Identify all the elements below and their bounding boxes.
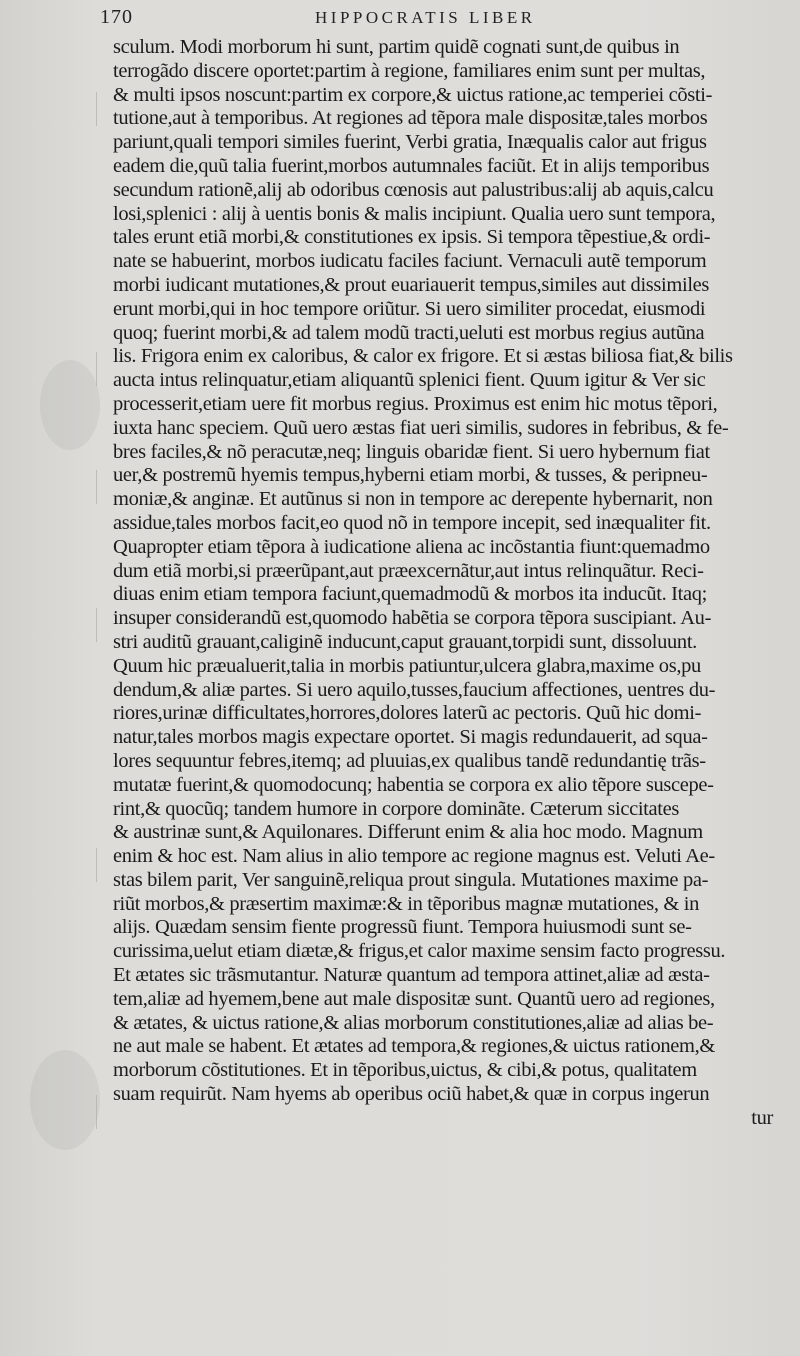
margin-mark: [96, 608, 103, 642]
text-line: insuper considerandũ est,quomodo habẽtia se corpora tẽpora suscipiant. Au-: [113, 607, 712, 630]
text-line: curissima,uelut etiam diætæ,& frigus,et calor maxime sensim facto progressu.: [113, 940, 726, 963]
text-line: enim & hoc est. Nam alius in alio tempore ac regione magnus est. Veluti Ae-: [113, 845, 715, 868]
text-line: stri auditũ grauant,caliginẽ inducunt,caput grauant,torpidi sunt, dissoluunt.: [113, 630, 697, 653]
text-line: stas bilem parit, Ver sanguinẽ,reliqua prout singula. Mutationes maxime pa-: [113, 868, 709, 891]
text-line: Et ætates sic trãsmutantur. Naturæ quantum ad tempora attinet,aliæ ad æsta-: [113, 964, 710, 987]
page-number: 170: [100, 6, 133, 28]
text-line: Quum hic præualuerit,talia in morbis patiuntur,ulcera glabra,maxime os,pu: [113, 654, 701, 677]
text-line: quoq; fuerint morbi,& ad talem modũ tracti,ueluti est morbus regius autũna: [113, 321, 705, 344]
text-line: Quapropter etiam tẽpora à iudicatione aliena ac incõstantia fiunt:quemadmo: [113, 535, 710, 558]
text-line: & austrinæ sunt,& Aquilonares. Differunt enim & alia hoc modo. Magnum: [113, 821, 703, 844]
text-line: terrogãdo discere oportet:partim à regione, familiares enim sunt per multas,: [113, 59, 706, 82]
text-line: erunt morbi,qui in hoc tempore oriũtur. Si uero similiter procedat, eiusmodi: [113, 297, 706, 320]
paper-stain: [40, 360, 100, 450]
text-line: assidue,tales morbos facit,eo quod nõ in tempore incepit, sed inæqualiter fit.: [113, 511, 711, 534]
text-line: alijs. Quædam sensim fiente progressũ fiunt. Tempora huiusmodi sunt se-: [113, 916, 692, 939]
margin-mark: [96, 92, 103, 126]
text-line: mutatæ fuerint,& quomodocunq; habentia se corpora ex alio tẽpore suscepe-: [113, 773, 714, 796]
text-line: uer,& postremũ hyemis tempus,hyberni etiam morbi, & tusses, & peripneu-: [113, 464, 708, 487]
text-line: suam requirũt. Nam hyems ab operibus ociũ habet,& quæ in corpus ingerun: [113, 1083, 710, 1106]
margin-mark: [96, 848, 103, 882]
page-header: [100, 6, 772, 30]
text-line: secundum rationẽ,alij ab odoribus cœnosis aut palustribus:alij ab aquis,calcu: [113, 178, 714, 201]
text-line: nate se habuerint, morbos iudicatu faciles faciunt. Vernaculi autẽ temporum: [113, 250, 707, 273]
text-line: ne aut male se habent. Et ætates ad tempora,& regiones,& uictus rationem,&: [113, 1035, 716, 1058]
text-line: tutione,aut à temporibus. At regiones ad tẽpora male dispositæ,tales morbos: [113, 107, 708, 130]
text-line: tales erunt etiã morbi,& constitutiones ex ipsis. Si tempora tẽpestiue,& ordi-: [113, 226, 711, 249]
text-line: iuxta hanc speciem. Quũ uero æstas fiat ueri similis, sudores in febribus, & fe-: [113, 416, 729, 439]
paper-stain: [30, 1050, 100, 1150]
text-line: aucta intus relinquatur,etiam aliquantũ splenici fient. Quum igitur & Ver sic: [113, 369, 706, 392]
text-line: & ætates, & uictus ratione,& alias morborum constitutiones,aliæ ad alias be-: [113, 1011, 714, 1034]
text-line: lores sequuntur febres,itemq; ad pluuias,ex qualibus tandẽ redundantię trãs-: [113, 749, 706, 772]
margin-mark: [96, 352, 103, 386]
text-line: lis. Frigora enim ex caloribus, & calor ex frigore. Et si æstas biliosa fiat,& bilis: [113, 345, 733, 368]
text-line: & multi ipsos noscunt:partim ex corpore,& uictus ratione,ac temperiei cõsti-: [113, 83, 713, 106]
text-line: morbi iudicant mutationes,& prout euariauerit tempus,similes aut dissimiles: [113, 273, 710, 296]
text-line: diuas enim etiam tempora faciunt,quemadmodũ & morbos ita inducũt. Itaq;: [113, 583, 707, 606]
text-line: eadem die,quũ talia fuerint,morbos autumnales faciũt. Et in alijs temporibus: [113, 154, 710, 177]
text-line: dendum,& aliæ partes. Si uero aquilo,tusses,faucium affectiones, uentres du-: [113, 678, 716, 701]
text-line: losi,splenici : alij à uentis bonis & malis incipiunt. Qualia uero sunt tempora,: [113, 202, 716, 225]
text-line: tem,aliæ ad hyemem,bene aut male dispositæ sunt. Quantũ uero ad regiones,: [113, 987, 715, 1010]
margin-mark: [96, 470, 103, 504]
text-line: natur,tales morbos magis expectare oportet. Si magis redundauerit, ad squa-: [113, 726, 708, 749]
text-line: riores,urinæ difficultates,horrores,dolores laterũ ac pectoris. Quũ hic domi-: [113, 702, 702, 725]
text-line: morborum cõstitutiones. Et in tẽporibus,uictus, & cibi,& potus, qualitatem: [113, 1059, 697, 1082]
text-line: sculum. Modi morborum hi sunt, partim quidẽ cognati sunt,de quibus in: [113, 36, 680, 58]
text-line: tur: [751, 1106, 773, 1129]
running-title: HIPPOCRATIS LIBER: [315, 8, 536, 27]
text-line: riũt morbos,& præsertim maximæ:& in tẽporibus magnæ mutationes, & in: [113, 892, 700, 915]
text-line: rint,& quocũq; tandem humore in corpore dominãte. Cæterum siccitates: [113, 797, 679, 820]
body-text: [113, 36, 773, 1131]
text-line: moniæ,& anginæ. Et autũnus si non in tempore ac derepente hybernarit, non: [113, 488, 713, 511]
margin-mark: [96, 1095, 103, 1129]
text-line: processerit,etiam uere fit morbus regius. Proximus est enim hic motus tẽpori,: [113, 392, 718, 415]
text-line: pariunt,quali tempori similes fuerint, Verbi gratia, Inæqualis calor aut frigus: [113, 131, 707, 154]
text-line: dum etiã morbi,si præerũpant,aut præexcernãtur,aut intus relinquãtur. Reci-: [113, 559, 704, 582]
text-line: bres faciles,& nõ peracutæ,neq; linguis obaridæ fient. Si uero hybernum fiat: [113, 440, 710, 463]
